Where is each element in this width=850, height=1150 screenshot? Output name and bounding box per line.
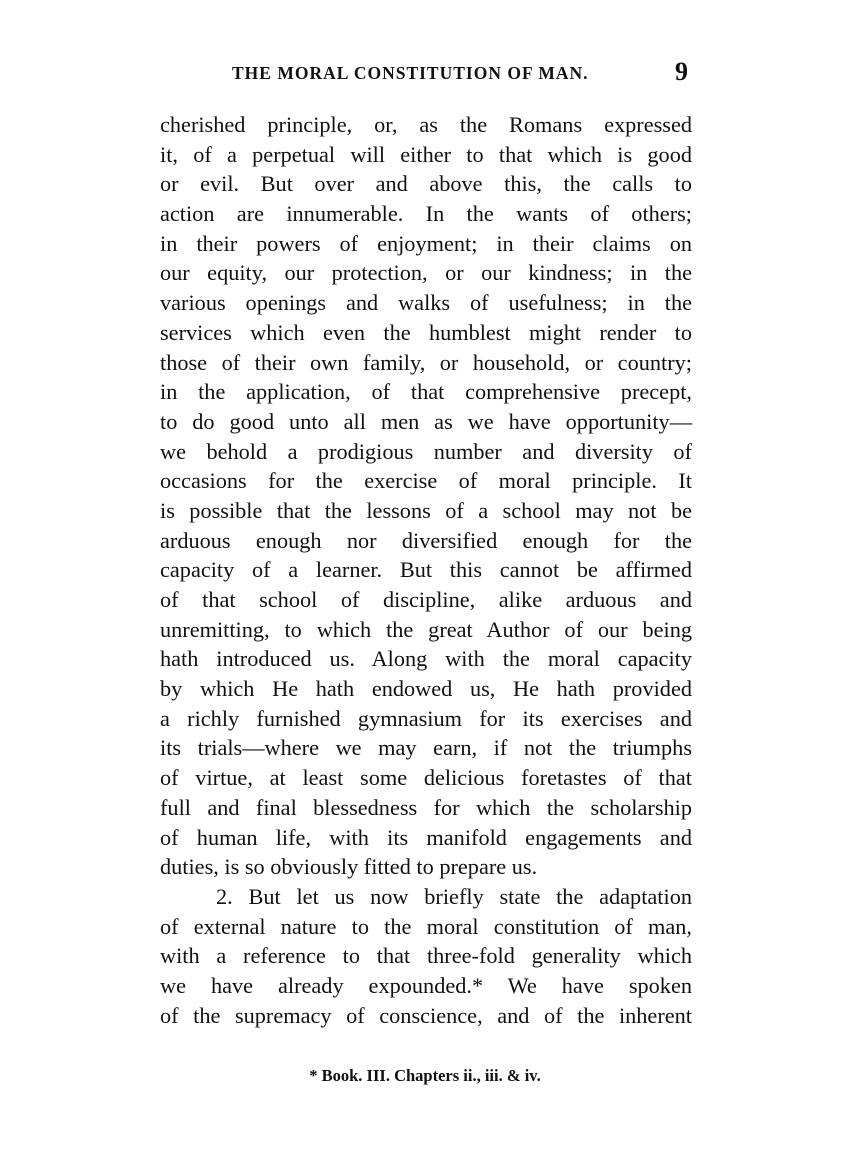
text-line: or evil. But over and above this, the calls to: [160, 171, 692, 197]
footnote: * Book. III. Chapters ii., iii. & iv.: [309, 1066, 541, 1085]
text-line: by which He hath endowed us, He hath provided: [160, 676, 692, 702]
text-line: we have already expounded.* We have spoken: [160, 972, 692, 998]
text-line: in the application, of that comprehensive precept,: [160, 379, 692, 405]
text-line: it, of a perpetual will either to that which is good: [160, 141, 692, 167]
text-line: a richly furnished gymnasium for its exercises and: [160, 705, 692, 731]
text-line: its trials—where we may earn, if not the triumphs: [160, 735, 692, 761]
text-line: our equity, our protection, or our kindness; in the: [160, 260, 692, 286]
text-line: of the supremacy of conscience, and of the inherent: [160, 1002, 692, 1028]
text-line: of human life, with its manifold engagements and: [160, 824, 692, 850]
text-line: services which even the humblest might render to: [160, 319, 692, 345]
text-line: in their powers of enjoyment; in their claims on: [160, 230, 692, 256]
text-line: of virtue, at least some delicious foretastes of that: [160, 765, 692, 791]
text-line: occasions for the exercise of moral principle. It: [160, 468, 692, 494]
paragraph-start-line: 2. But let us now briefly state the adaptation: [216, 883, 692, 909]
text-line: capacity of a learner. But this cannot be affirmed: [160, 557, 692, 583]
text-line: of external nature to the moral constitution of man,: [160, 913, 692, 939]
body-text: [160, 110, 692, 1030]
text-line: various openings and walks of usefulness; in the: [160, 290, 692, 316]
text-line: of that school of discipline, alike arduous and: [160, 587, 692, 612]
text-line: duties, is so obviously fitted to prepare us.: [160, 854, 538, 880]
text-line: unremitting, to which the great Author of our being: [160, 616, 692, 642]
text-line: we behold a prodigious number and diversity of: [160, 438, 692, 464]
text-line: those of their own family, or household, or country;: [160, 349, 692, 375]
text-line: action are innumerable. In the wants of others;: [160, 201, 692, 227]
text-line: full and final blessedness for which the scholarship: [160, 794, 692, 820]
text-line: with a reference to that three-fold generality which: [160, 943, 692, 969]
text-line: to do good unto all men as we have opportunity—: [160, 408, 692, 434]
page-number: 9: [675, 57, 688, 86]
running-header: [160, 55, 692, 91]
text-line: hath introduced us. Along with the moral capacity: [160, 646, 692, 672]
text-line: is possible that the lessons of a school may not be: [160, 497, 692, 523]
text-line: cherished principle, or, as the Romans expressed: [160, 112, 692, 137]
running-title: THE MORAL CONSTITUTION OF MAN.: [232, 63, 589, 83]
text-line: arduous enough nor diversified enough for the: [160, 527, 692, 553]
